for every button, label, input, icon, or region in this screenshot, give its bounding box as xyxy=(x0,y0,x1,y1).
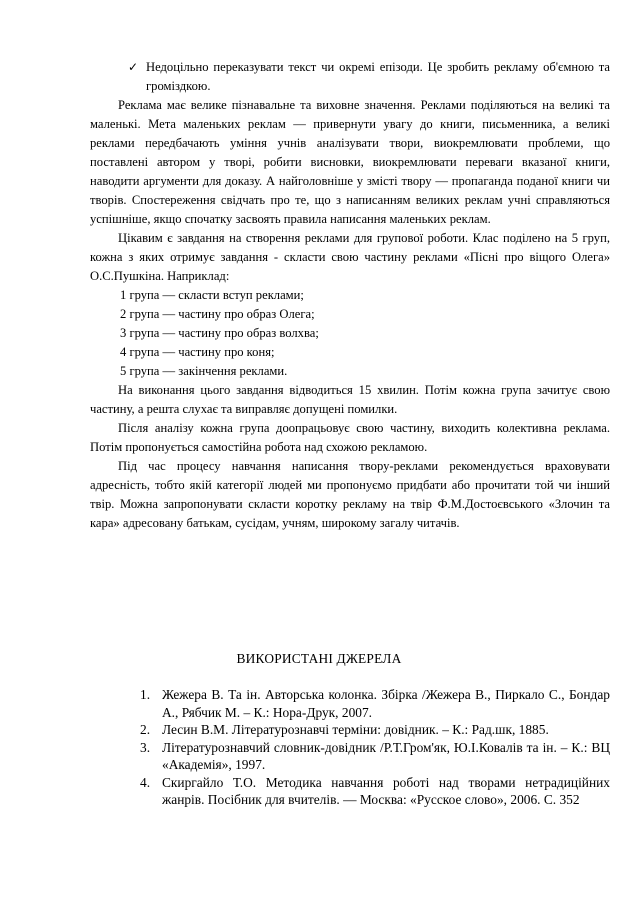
source-item xyxy=(140,774,610,809)
source-number: 4. xyxy=(140,774,151,790)
source-text: Літературознавчий словник-довідник /Р.Т.Гром'як, Ю.І.Ковалів та ін. – К.: ВЦ «Академія», 1997. xyxy=(162,739,610,772)
source-item xyxy=(140,739,610,774)
group-item: 4 група — частину про коня; xyxy=(120,345,275,359)
source-text: Скиргайло Т.О. Методика навчання роботі над творами нетрадиційних жанрів. Посібник для вчителів. ― Москва: «Русское слово», 2006. С. 352 xyxy=(162,774,610,807)
group-item: 2 група — частину про образ Олега; xyxy=(120,307,315,321)
source-text: Жежера В. Та ін. Авторська колонка. Збірка /Жежера В., Пиркало С., Бондар А., Рябчик М. – К.: Нора-Друк, 2007. xyxy=(162,687,610,720)
checklist-item-text: Недоцільно переказувати текст чи окремі епізоди. Це зробить рекламу об'ємною та громіздкою. xyxy=(146,60,610,93)
checklist-item xyxy=(90,58,610,96)
body-text xyxy=(90,58,610,533)
group-item: 3 група — частину про образ волхва; xyxy=(120,326,319,340)
source-number: 3. xyxy=(140,739,151,755)
source-number: 2. xyxy=(140,722,151,737)
checkmark-icon: ✓ xyxy=(128,60,139,74)
paragraph-task-time: На виконання цього завдання відводиться 15 хвилин. Потім кожна група зачитує свою частину, а решта слухає та виправляє допущені помилки. xyxy=(90,383,610,416)
source-text: Лесин В.М. Літературознавчі терміни: довідник. – К.: Рад.шк, 1885. xyxy=(162,722,549,737)
source-item xyxy=(140,686,610,721)
paragraph-collective-ad: Після аналізу кожна група доопрацьовує свою частину, виходить колективна реклама. Потім пропонується самостійна робота над схожою рекламою. xyxy=(90,421,610,454)
group-item: 5 група — закінчення реклами. xyxy=(120,364,288,378)
group-list xyxy=(90,286,610,381)
sources-list xyxy=(140,686,610,809)
group-item: 1 група — скласти вступ реклами; xyxy=(120,288,304,302)
source-number: 1. xyxy=(140,687,151,702)
sources-heading: ВИКОРИСТАНІ ДЖЕРЕЛА xyxy=(236,651,402,666)
paragraph-group-task: Цікавим є завдання на створення реклами для групової роботи. Клас поділено на 5 груп, кожна з яких отримує завдання - скласти свою частину реклами «Пісні про віщого Олега» О.С.Пушкіна. Наприклад: xyxy=(90,231,610,283)
paragraph-advertising-purpose: Реклама має велике пізнавальне та виховне значення. Реклами поділяються на великі та маленькі. Мета маленьких реклам — привернути увагу до книги, письменника, а великі реклами передбачають уміння учнів аналізувати твори, виокремлювати проблеми, що поставлені автором у творі, робити висновки, виокремлювати переваги вказаної книги, наводити аргументи для доказу. А найголовніше у змісті твору — пропаганда поданої книги чи творів. Спостереження свідчать про те, що з написанням великих реклам учні справляються успішніше, якщо спочатку засвоять правила написання маленьких реклам. xyxy=(90,98,610,226)
paragraph-addressing: Під час процесу навчання написання твору-реклами рекомендується враховувати адресність, тобто якій категорії людей ми пропонуємо придбати або прочитати той чи інший твір. Можна запропонувати скласти коротку рекламу на твір Ф.М.Достоєвського «Злочин та кара» адресовану батькам, сусідам, учням, широкому загалу читачів. xyxy=(90,459,610,530)
source-item xyxy=(140,721,610,739)
